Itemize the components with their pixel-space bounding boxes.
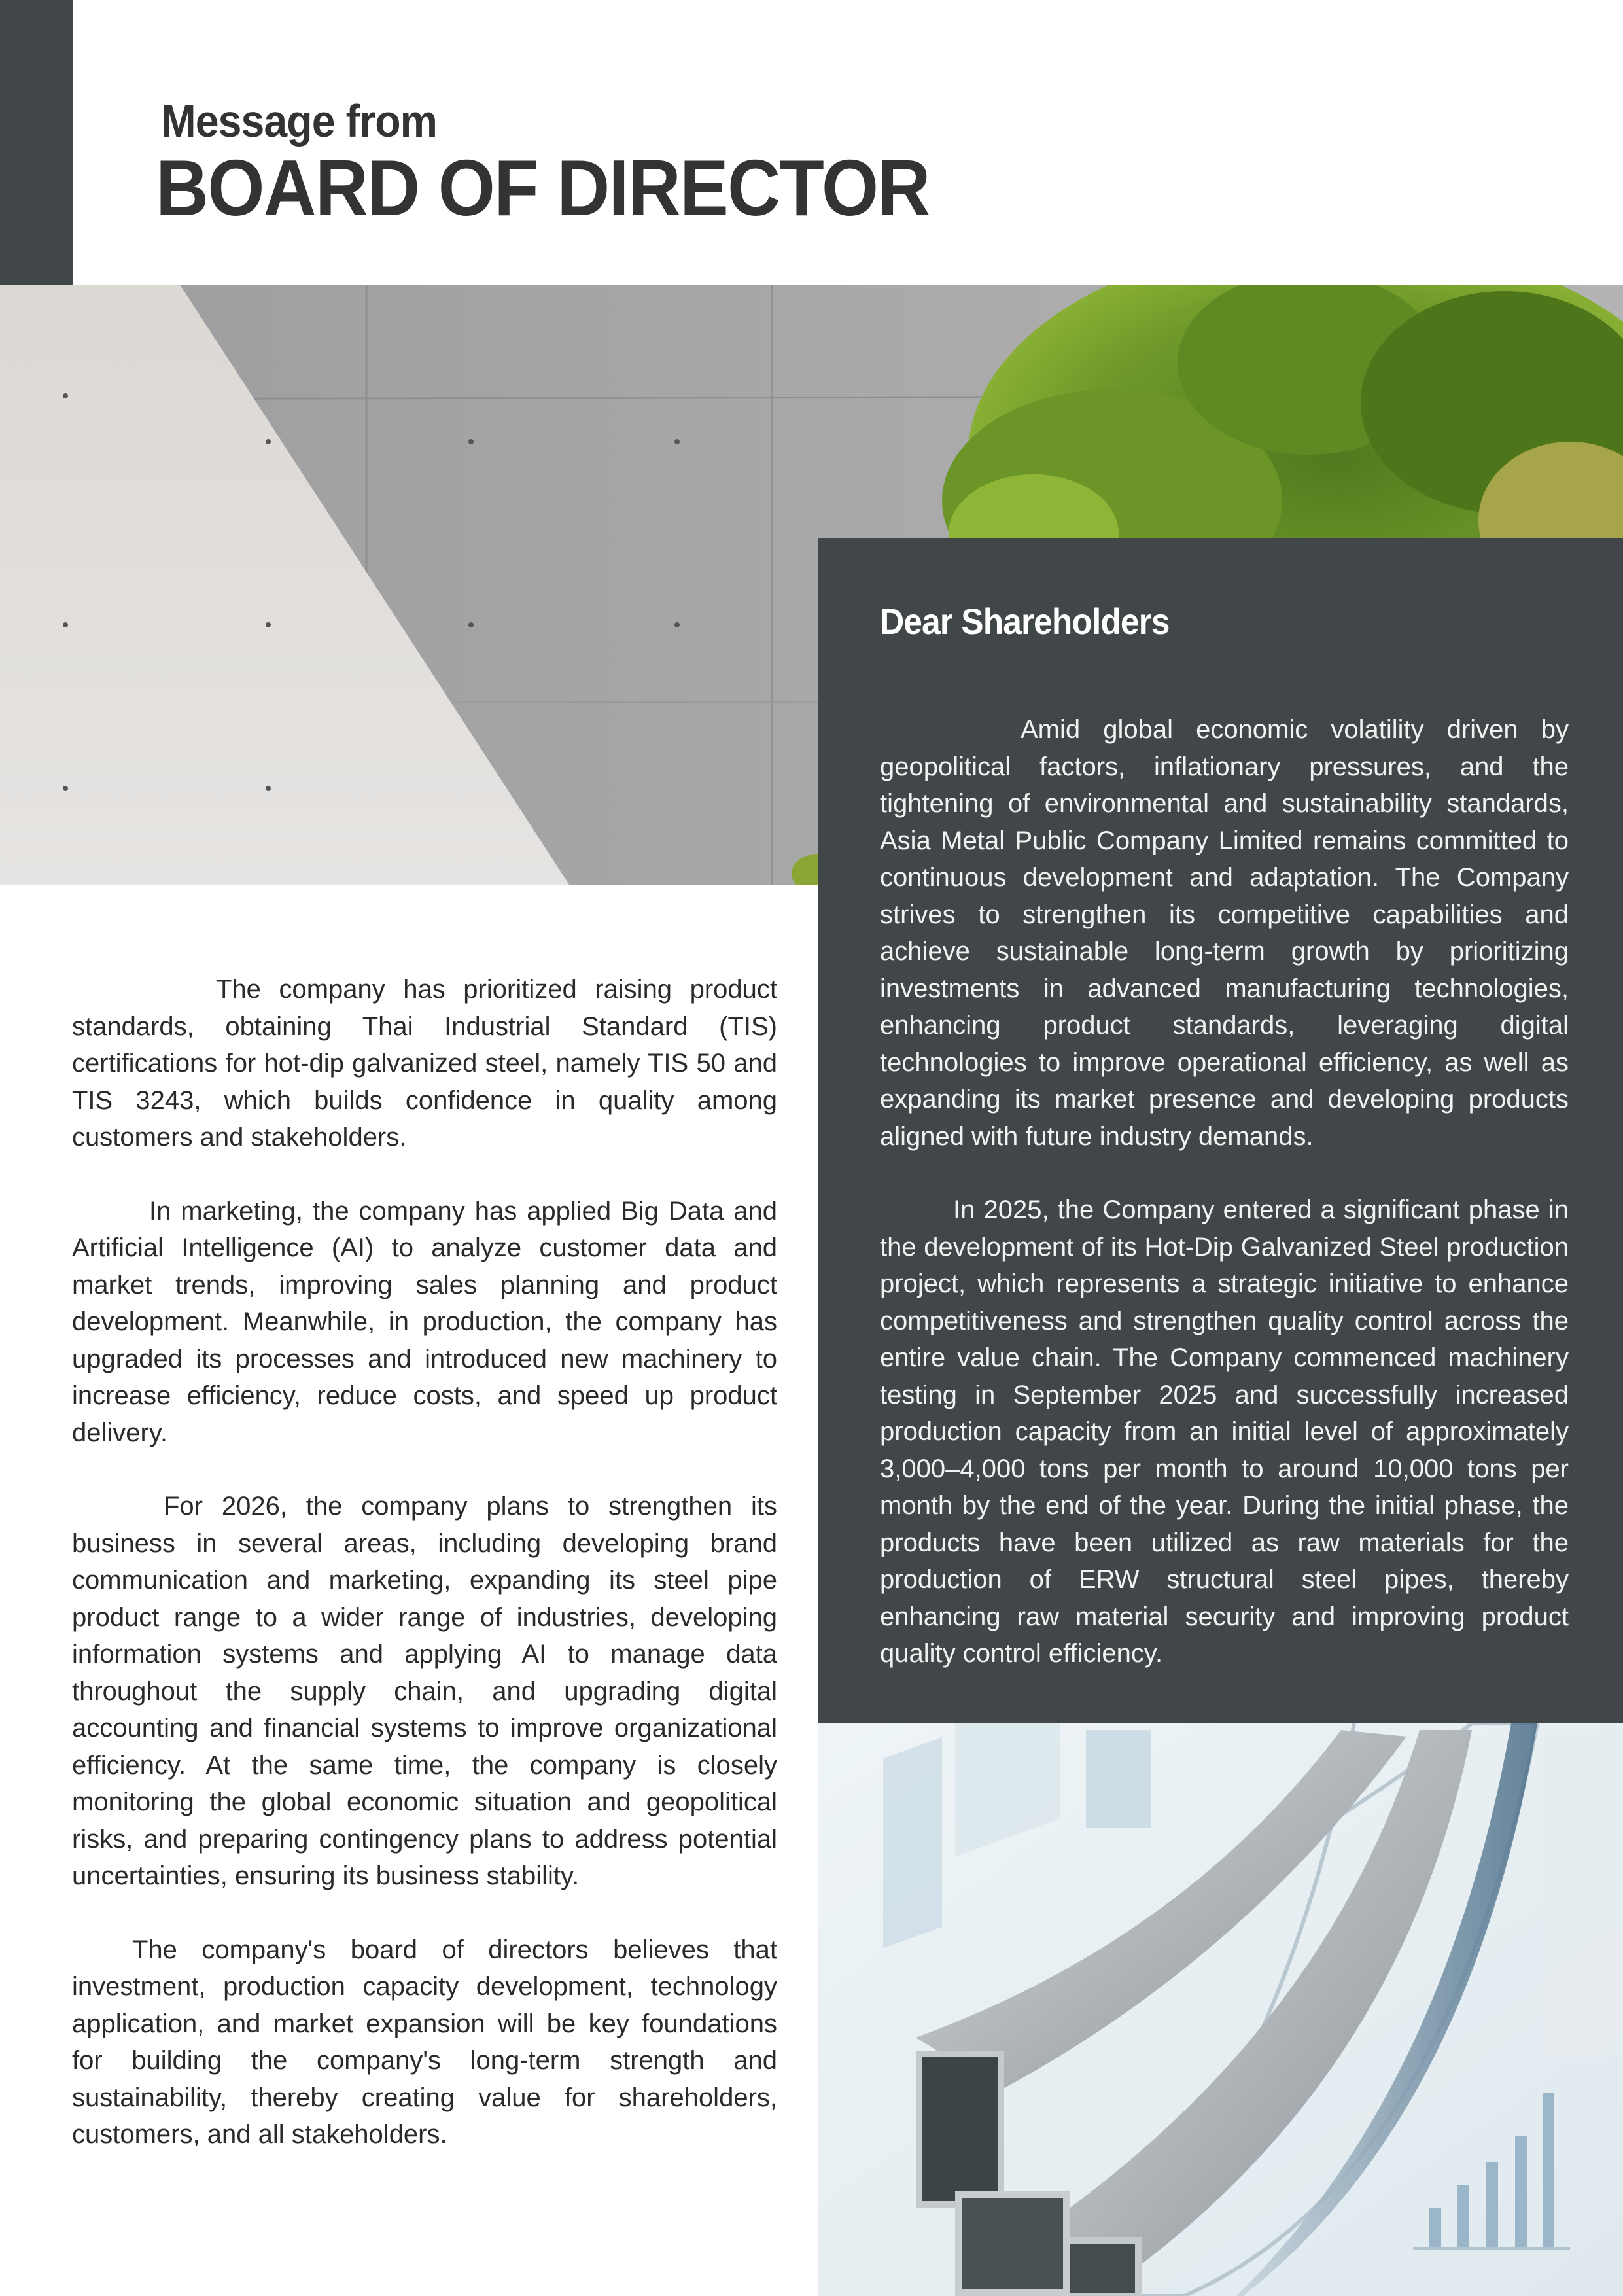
title-subheading: Message from [161,96,438,147]
panel-paragraph: In 2025, the Company entered a significant phase in the development of its Hot-Dip Galvanized Steel production project, which represents a strategic initiative to enhance competitiveness and strengthen quality control across the entire value chain. The Company commenced machinery testing in September 2025 and successfully increased production capacity from an initial level of approximately 3,000–4,000 tons per month to around 10,000 tons per month by the end of the year. During the initial phase, the products have been utilized as raw materials for the production of ERW structural steel pipes, thereby enhancing raw material security and improving product quality control efficiency. [880,1195,1569,1668]
panel-heading: Dear Shareholders [880,601,1170,642]
body-paragraph: The company has prioritized raising product standards, obtaining Thai Industrial Standard (TIS) certifications for hot-dip galvanized steel, namely TIS 50 and TIS 3243, which builds confidence in quality among customers and stakeholders. [72,975,777,1152]
pipe-3 [955,2195,1073,2296]
left-column-text [72,971,777,2190]
panel-paragraph: Amid global economic volatility driven by geopolitical factors, inflationary pressures, and the tightening of environmental and sustainability standards, Asia Metal Public Company Limited remains committed to continuous development and adaptation. The Company strives to strengthen its competitive capabilities and achieve sustainable long-term growth by prioritizing investments in advanced manufacturing technologies, enhancing product standards, leveraging digital technologies to improve operational efficiency, as well as expanding its market presence and developing products aligned with future industry demands. [880,715,1569,1151]
panel-body [880,711,1569,1709]
title-heading: BOARD OF DIRECTOR [156,143,930,232]
dear-shareholders-panel [818,538,1623,1723]
steel-pipes-image [818,1723,1623,2296]
body-paragraph: In marketing, the company has applied Big Data and Artificial Intelligence (AI) to analyze customer data and market trends, improving sales planning and product development. Meanwhile, in production, the company has upgraded its processes and introduced new machinery to increase efficiency, reduce costs, and speed up product delivery. [72,1196,777,1447]
side-accent-bar [0,0,73,285]
page-title [156,96,996,232]
body-paragraph: For 2026, the company plans to strengthen its business in several areas, including developing brand communication and marketing, expanding its steel pipe product range to a wider range of industries, developing information systems and applying AI to manage data throughout the supply chain, and upgrading digital accounting and financial systems to improve organizational efficiency. At the same time, the company is closely monitoring the global economic situation and geopolitical risks, and preparing contingency plans to address potential uncertainties, ensuring its business stability. [72,1492,777,1890]
body-paragraph: The company's board of directors believes that investment, production capacity development, technology application, and market expansion will be key foundations for building the company's long-term strength and sustainability, thereby creating value for shareholders, customers, and all stakeholders. [72,1935,777,2149]
steel-pipes-illustration [818,1723,1623,2296]
